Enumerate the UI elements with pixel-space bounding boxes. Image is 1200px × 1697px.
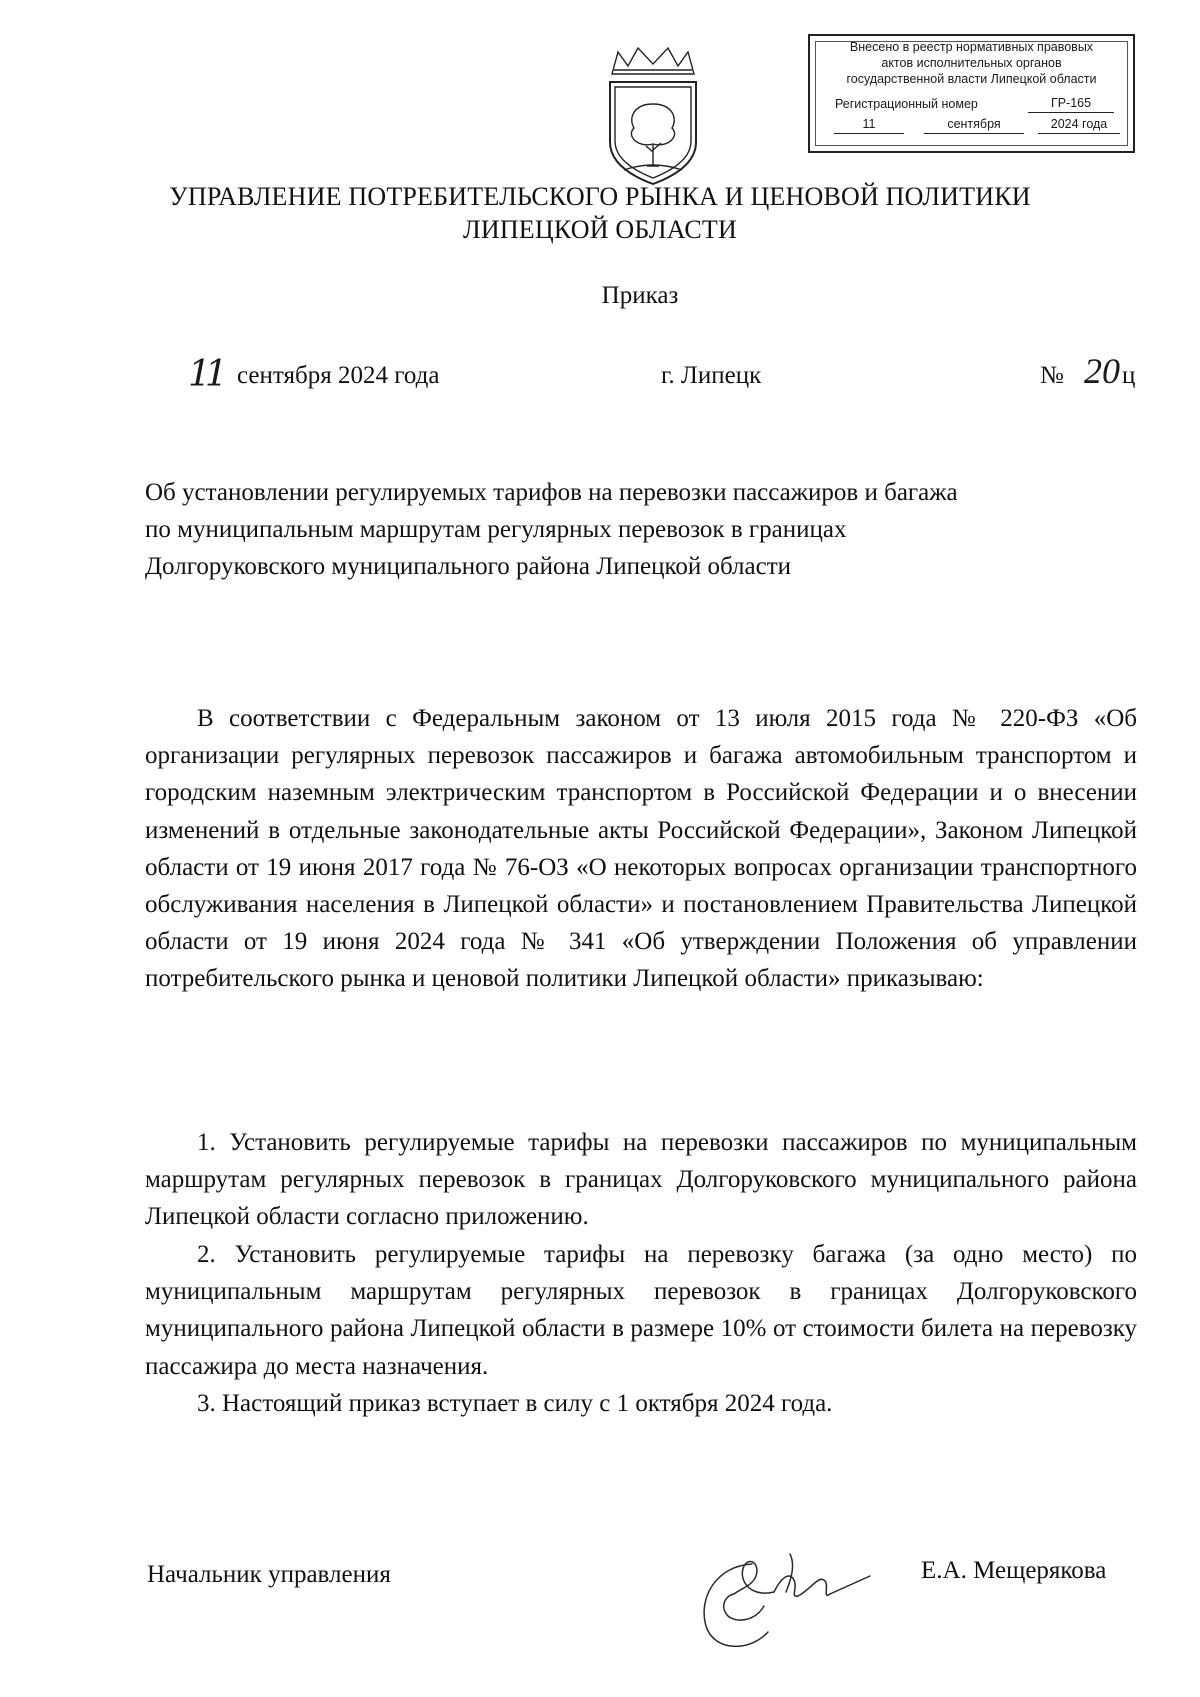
registry-stamp <box>808 34 1135 153</box>
preamble-paragraph: В соответствии с Федеральным законом от 13 июля 2015 года № 220-ФЗ «Об организации регулярных перевозок пассажиров и багажа автомобильным транспортом и городским наземным электрическим транспортом в Российской Федерации и о внесении изменений в отдельные законодательные акты Российской Федерации», Законом Липецкой области от 19 июня 2017 года № 76-ОЗ «О некоторых вопросах организации транспортного обслуживания населения в Липецкой области» и постановлением Правительства Липецкой области от 19 июня 2024 года № 341 «Об утверждении Положения об управлении потребительского рынка и ценовой политики Липецкой области» приказываю: <box>145 705 1137 993</box>
handwritten-day: 11 <box>188 354 222 395</box>
coat-of-arms-emblem <box>604 44 702 194</box>
stamp-line: Внесено в реестр нормативных правовых <box>849 40 1094 54</box>
document-type: Приказ <box>601 282 679 309</box>
agency-line-2: ЛИПЕЦКОЙ ОБЛАСТИ <box>463 215 737 244</box>
order-item-1: 1. Установить регулируемые тарифы на перевозки пассажиров по муниципальным маршрутам регулярных перевозок в границах Долгоруковского муниципального района Липецкой области согласно приложению. <box>145 1129 1137 1231</box>
stamp-month: сентября <box>924 116 1024 134</box>
stamp-line: государственной власти Липецкой области <box>846 72 1097 86</box>
stamp-reg-number: ГР-165 <box>1028 95 1114 113</box>
stamp-line: актов исполнительных органов <box>881 56 1062 70</box>
order-item-2: 2. Установить регулируемые тарифы на перевозку багажа (за одно место) по муниципальным маршрутам регулярных перевозок в границах Долгоруковского муниципального района Липецкой области в размере 10% от стоимости билета на перевозку пассажира до места назначения. <box>145 1241 1137 1380</box>
agency-title <box>0 180 1200 246</box>
agency-line-1: УПРАВЛЕНИЕ ПОТРЕБИТЕЛЬСКОГО РЫНКА И ЦЕНОВОЙ ПОЛИТИКИ <box>169 182 1031 211</box>
stamp-day: 11 <box>834 116 904 134</box>
handwritten-signature <box>694 1536 874 1656</box>
stamp-text <box>810 39 1133 87</box>
stamp-reg-label: Регистрационный номер <box>835 97 978 111</box>
document-city: г. Липецк <box>661 362 762 389</box>
handwritten-number: 20 <box>1084 351 1120 391</box>
number-prefix: № <box>1040 362 1064 389</box>
order-item-3: 3. Настоящий приказ вступает в силу с 1 октября 2024 года. <box>197 1390 833 1417</box>
signatory-name: Е.А. Мещерякова <box>921 1557 1107 1584</box>
document-subject: Об установлении регулируемых тарифов на перевозки пассажиров и багажа по муниципальным маршрутам регулярных перевозок в границах Долгоруковского муниципального района Липецкой области <box>145 479 958 580</box>
signatory-title: Начальник управления <box>147 1561 391 1588</box>
number-suffix: ц <box>1122 362 1136 389</box>
document-date: сентября 2024 года <box>237 362 440 389</box>
stamp-year: 2024 года <box>1038 116 1120 134</box>
